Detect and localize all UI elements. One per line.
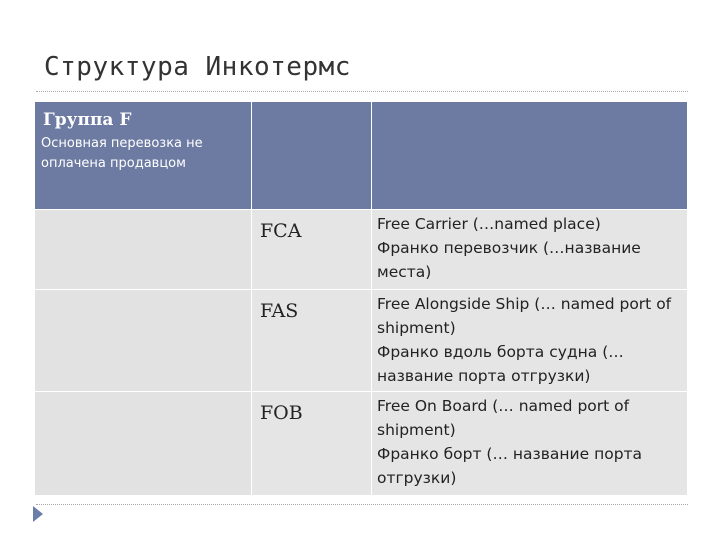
- term-code: FOB: [260, 402, 303, 424]
- term-code-cell: [252, 210, 372, 290]
- slide-bullet-triangle-icon: [33, 506, 43, 522]
- term-description-cell: [372, 210, 688, 290]
- row-empty-cell: [35, 210, 252, 290]
- footer-divider: [36, 504, 688, 505]
- term-description-ru: Франко перевозчик (…название места): [377, 239, 641, 281]
- table-header-row: [35, 102, 688, 210]
- term-code: FCA: [260, 220, 302, 242]
- table-row: [35, 210, 688, 290]
- term-code-cell: [252, 392, 372, 496]
- term-description-cell: [372, 392, 688, 496]
- term-description-ru: Франко борт (… название порта отгрузки): [377, 445, 643, 487]
- slide-title: Структура Инкотермс: [44, 52, 351, 82]
- term-description-ru: Франко вдоль борта судна (… название порта отгрузки): [377, 343, 624, 385]
- term-code-cell: [252, 290, 372, 392]
- header-description-cell: [372, 102, 688, 210]
- row-empty-cell: [35, 392, 252, 496]
- header-code-cell: [252, 102, 372, 210]
- incoterms-table: [34, 101, 688, 496]
- term-description-en: Free Carrier (…named place): [377, 215, 601, 233]
- table-row: [35, 392, 688, 496]
- term-description-cell: [372, 290, 688, 392]
- row-empty-cell: [35, 290, 252, 392]
- term-description-en: Free Alongside Ship (… named port of shipment): [377, 295, 672, 337]
- table-row: [35, 290, 688, 392]
- term-code: FAS: [260, 300, 299, 322]
- group-title: Группа F: [43, 110, 132, 130]
- group-subtitle: Основная перевозка не оплачена продавцом: [41, 136, 203, 171]
- header-group-cell: [35, 102, 252, 210]
- title-divider: [36, 91, 688, 92]
- term-description-en: Free On Board (… named port of shipment): [377, 397, 630, 439]
